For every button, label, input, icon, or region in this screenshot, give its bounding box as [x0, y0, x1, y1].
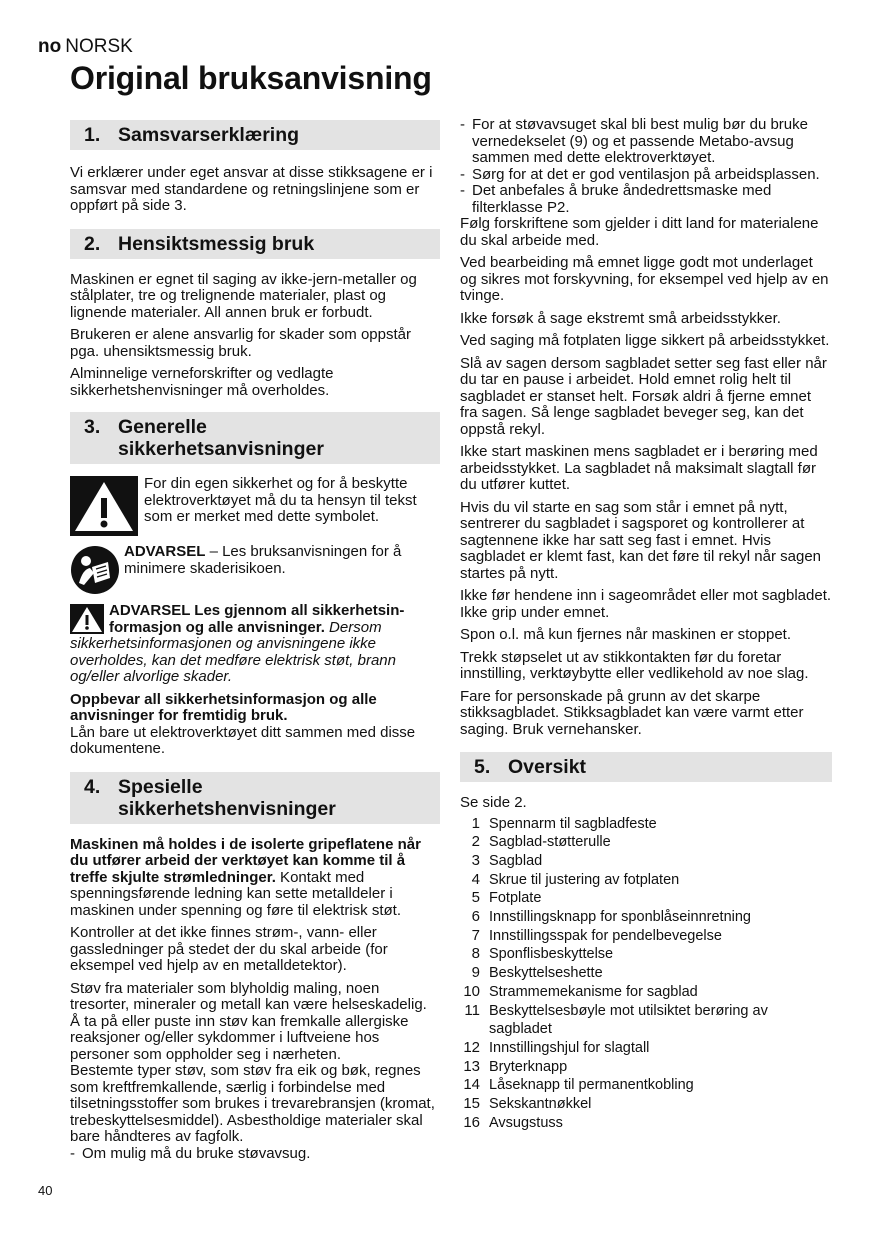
adv2-bold: ADVARSEL Les gjennom all sikkerhetsin-formasjon og alle anvisninger. — [109, 602, 405, 636]
overview-item-number: 11 — [464, 1001, 480, 1019]
section-2-p2: Brukeren er alene ansvarlig for skader som oppstår pga. uhensiktsmessig bruk. — [70, 326, 412, 360]
section-4-r6: Ikke start maskinen mens sagbladet er i berøring med arbeidsstykket. La sagbladet nå maksimalt slagtall før du utfører kuttet. — [460, 443, 818, 493]
read-manual-icon — [70, 545, 120, 595]
section-4-p3: Støv fra materialer som blyholdig maling, noen tresorter, mineraler og metall kan være helseskadelig. Å ta på eller puste inn støv kan fremkalle allergiske reaksjoner og/eller sykdommer i luftveiene hos personer som oppholder seg i nærheten. — [70, 979, 427, 1063]
section-4-r1: Følg forskriftene som gjelder i ditt land for materialene du skal arbeide med. — [460, 215, 819, 249]
overview-item-text: Skrue til justering av fotplaten — [489, 871, 680, 888]
overview-item-number: 8 — [471, 945, 480, 963]
overview-item-text: Innstillingsspak for pendelbevegelse — [489, 927, 722, 944]
adv2-italic: Dersom sikkerhetsinformasjonen og anvisningene ikke overholdes, kan det medføre elektrisk støt, brann og/eller alvorlige skader. — [70, 618, 396, 685]
overview-item-text: Sagblad-støtterulle — [489, 834, 611, 851]
adv1-text: – Les bruksanvisningen for å minimere skaderisikoen. — [124, 543, 402, 577]
keep-instructions-text: Lån bare ut elektroverktøyet ditt sammen med disse dokumentene. — [70, 723, 416, 757]
page-title: Original bruksanvisning — [70, 60, 432, 96]
section-5-intro: Se side 2. — [460, 794, 527, 811]
section-2-p1: Maskinen er egnet til saging av ikke-jern-metaller og stålplater, tre og trelignende materialer, plast og lignende materialer. All annen bruk er forbudt. — [70, 270, 417, 321]
overview-item-number: 4 — [471, 870, 480, 888]
overview-item-number: 3 — [471, 851, 480, 869]
overview-item-number: 13 — [463, 1057, 480, 1075]
section-4-r11: Fare for personskade på grunn av det skarpe stikksagbladet. Stikksagbladet kan være varmt etter saging. Bruk vernehansker. — [460, 687, 804, 738]
language-label — [38, 36, 133, 58]
overview-item-text: Sponflisbeskyttelse — [489, 946, 614, 963]
section-4-r2: Ved bearbeiding må emnet ligge godt mot underlaget og sikres mot forskyvning, for eksempel ved hjelp av en tvinge. — [460, 254, 829, 304]
read-manual-warning — [70, 544, 440, 595]
dash-item: - Det anbefales å bruke åndedrettsmaske med filterklasse P2. — [460, 182, 772, 216]
dash-item: - Om mulig må du bruke støvavsug. — [70, 1144, 311, 1162]
overview-item-text: Sagblad — [489, 852, 543, 869]
section-1-text: Vi erklærer under eget ansvar at disse stikksagene er i samsvar med standardene og retningslinjene som er oppført på side 3. — [70, 164, 433, 214]
dash-item: - Sørg for at det er god ventilasjon på arbeidsplassen. — [460, 165, 820, 183]
overview-list-item — [460, 1076, 832, 1095]
overview-item-number: 5 — [471, 889, 480, 907]
overview-item-number: 16 — [463, 1113, 480, 1131]
warning-triangle-icon — [70, 604, 104, 634]
overview-item-text: Avsugstuss — [489, 1114, 563, 1131]
overview-item-text: Innstillingsknapp for sponblåseinnretning — [489, 909, 751, 926]
overview-item-number: 9 — [471, 964, 480, 982]
overview-list-item — [460, 852, 832, 871]
overview-item-number: 6 — [471, 908, 480, 926]
section-3-heading: 3. Generelle sikkerhetsanvisninger — [70, 412, 440, 464]
section-5-heading: 5. Oversikt — [460, 752, 832, 782]
section-4-r9: Spon o.l. må kun fjernes når maskinen er stoppet. — [460, 626, 792, 643]
overview-list-item — [460, 1095, 832, 1114]
section-4-p4: Bestemte typer støv, som støv fra eik og bøk, regnes som kreftfremkallende, særlig i forbindelse med tilsetningsstoffer som brukes i trevarebransjen (kromat, trebeskyttelsesmiddel). Asbestholdige materialer skal bare håndteres av fagfolk. — [70, 1062, 435, 1145]
overview-list-item — [460, 945, 832, 964]
section-4-p1-text: Kontakt med spenningsførende ledning kan sette metalldeler i maskinen under spenning og føre til elektrisk støt. — [70, 868, 401, 919]
overview-item-text: Låseknapp til permanentkobling — [489, 1077, 694, 1094]
keep-instructions-bold: Oppbevar all sikkerhetsinformasjon og alle anvisninger for fremtidig bruk. — [70, 690, 377, 724]
general-warning — [70, 603, 440, 686]
section-4-p2: Kontroller at det ikke finnes strøm-, vann- eller gassledninger på stedet der du skal arbeide (for eksempel ved hjelp av en metalldetektor). — [70, 924, 388, 974]
overview-list-item — [460, 1002, 832, 1039]
overview-item-text: Sekskantnøkkel — [489, 1096, 592, 1113]
safety-symbol-text: For din egen sikkerhet og for å beskytte elektroverktøyet må du ta hensyn til tekst som er merket med dette symbolet. — [144, 475, 417, 525]
overview-list-item — [460, 871, 832, 890]
overview-list-item — [460, 983, 832, 1002]
section-4-r10: Trekk støpselet ut av stikkontakten før du foretar innstilling, verktøybytte eller vedlikehold av noe slag. — [460, 648, 809, 682]
section-2-heading: 2. Hensiktsmessig bruk — [70, 229, 440, 259]
overview-list-item — [460, 833, 832, 852]
overview-item-text: Fotplate — [489, 890, 542, 907]
overview-list-item — [460, 1058, 832, 1077]
section-4-r7: Hvis du vil starte en sag som står i emnet på nytt, sentrerer du sagbladet i sagsporet og kontrollerer at sagtennene ikke har satt seg fast i emnet. Hvis sagbladet er klemt fast, kan det føre til rekyl når sagen startes på nytt. — [460, 498, 822, 582]
section-2-p3: Alminnelige verneforskrifter og vedlagte sikkerhetshenvisninger må overholdes. — [70, 365, 334, 399]
section-4-r4: Ved saging må fotplaten ligge sikkert på arbeidsstykket. — [460, 332, 830, 349]
overview-item-number: 14 — [463, 1076, 480, 1094]
overview-item-text: Beskyttelseshette — [489, 965, 603, 982]
section-4-r8: Ikke før hendene inn i sageområdet eller mot sagbladet. Ikke grip under emnet. — [460, 587, 832, 621]
overview-item-text: Innstillingshjul for slagtall — [489, 1039, 650, 1056]
overview-item-text: Spennarm til sagbladfeste — [489, 815, 657, 832]
overview-item-number: 2 — [471, 833, 480, 851]
overview-list-item — [460, 964, 832, 983]
overview-list — [460, 815, 832, 1133]
overview-list-item — [460, 815, 832, 834]
overview-item-number: 15 — [463, 1095, 480, 1113]
overview-item-text: Bryterknapp — [489, 1058, 568, 1075]
language-code: no — [38, 36, 62, 57]
overview-item-number: 10 — [463, 982, 480, 1000]
warning-square-icon — [70, 476, 138, 536]
overview-item-number: 1 — [471, 814, 480, 832]
overview-list-item — [460, 927, 832, 946]
right-column — [460, 117, 832, 1132]
section-4-r5: Slå av sagen dersom sagbladet setter seg fast eller når du tar en pause i arbeidet. Hold emnet rolig helt til sagbladet er stanset helt. Forsøk aldri å fjerne emnet fra sagen. Så lenge sagbladet beveger seg, kan det oppstå rekyl. — [460, 354, 827, 438]
adv1-label: ADVARSEL — [124, 543, 206, 560]
section-4-heading: 4. Spesielle sikkerhetshenvisninger — [70, 772, 440, 824]
language-name: NORSK — [65, 36, 133, 57]
overview-item-text: Beskyttelsesbøyle mot utilsiktet berøring av sagbladet — [489, 1002, 768, 1038]
safety-symbol-block — [70, 476, 440, 536]
dash-item: - For at støvavsuget skal bli best mulig bør du bruke vernedekselet (9) og et passende Metabo-avsug sammen med dette elektroverktøyet. — [460, 116, 808, 166]
left-column — [70, 120, 440, 1162]
section-4-p1-bold: Maskinen må holdes i de isolerte gripeflatene når du utfører arbeid der verktøyet kan komme til å treffe skjulte strømledninger. — [70, 835, 421, 886]
overview-list-item — [460, 908, 832, 927]
overview-item-number: 12 — [463, 1038, 480, 1056]
overview-list-item — [460, 1114, 832, 1133]
page-number: 40 — [38, 1183, 53, 1198]
section-1-heading: 1. Samsvarserklæring — [70, 120, 440, 150]
overview-item-text: Strammemekanisme for sagblad — [489, 983, 698, 1000]
overview-item-number: 7 — [471, 926, 480, 944]
overview-list-item — [460, 889, 832, 908]
section-4-r3: Ikke forsøk å sage ekstremt små arbeidsstykker. — [460, 309, 781, 327]
overview-list-item — [460, 1039, 832, 1058]
